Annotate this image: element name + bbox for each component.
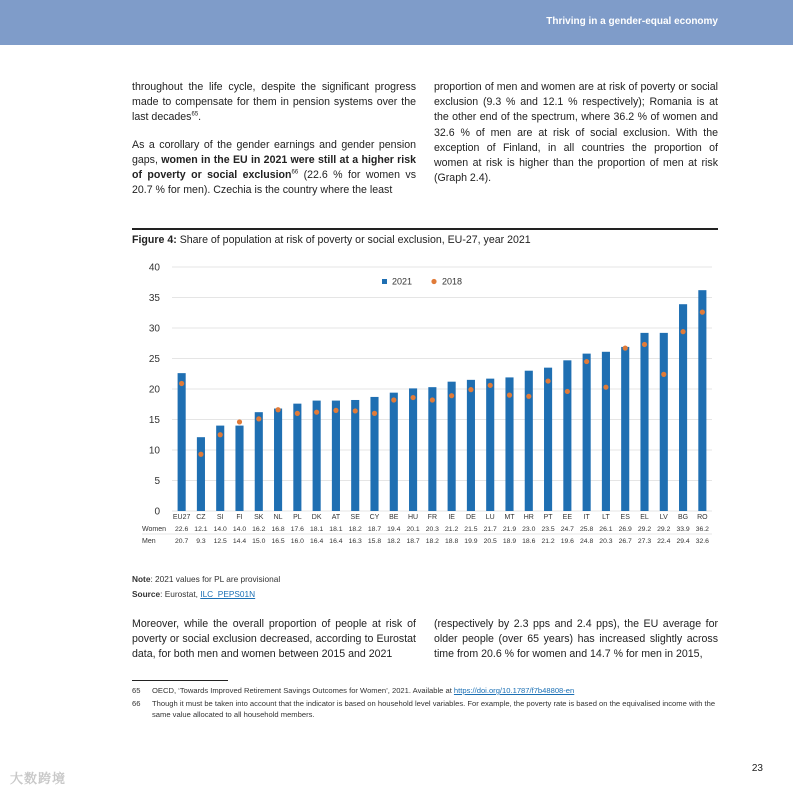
bar-2021-es xyxy=(621,347,629,511)
dot-2018-ro xyxy=(700,310,705,315)
table-cell: 14.0 xyxy=(213,526,227,533)
table-cell: 29.4 xyxy=(676,538,690,545)
table-cell: 26.9 xyxy=(618,526,632,533)
bar-2021-lu xyxy=(486,379,494,511)
x-tick-label: IT xyxy=(583,514,590,521)
paragraph: throughout the life cycle, despite the significant progress made to compensate for them in pension systems over the last decades$^{65}$. xyxy=(132,81,416,124)
table-cell: 26.1 xyxy=(599,526,613,533)
table-row-label: Women xyxy=(142,526,166,533)
paragraph: Moreover, while the overall proportion of people at risk of poverty or social exclusion decreased, according to Eurostat data, for both men and women between 2015 and 2021 xyxy=(132,618,416,661)
dot-2018-es xyxy=(623,346,628,351)
x-tick-label: HU xyxy=(408,514,419,521)
legend-swatch-2018 xyxy=(431,279,436,284)
table-cell: 33.9 xyxy=(676,526,690,533)
page-number: 23 xyxy=(751,763,763,774)
figure-title xyxy=(132,234,531,246)
footnote-rule xyxy=(132,680,228,681)
x-tick-label: DE xyxy=(466,514,476,521)
bar-2021-lv xyxy=(660,333,668,511)
dot-2018-hr xyxy=(526,394,531,399)
dot-2018-lt xyxy=(603,385,608,390)
bar-2021-hr xyxy=(525,371,533,511)
chart-note: Note: 2021 values for PL are provisional xyxy=(132,574,281,584)
bar-2021-be xyxy=(390,393,398,511)
footnote-65: 65 OECD, ‘Towards Improved Retirement Savings Outcomes for Women’, 2021. Available at https://doi.org/10.1787/f7b48808-en xyxy=(132,686,575,695)
bar-2021-pl xyxy=(293,404,301,511)
table-cell: 22.6 xyxy=(175,526,189,533)
x-tick-label: DK xyxy=(311,514,322,521)
dot-2018-at xyxy=(333,408,338,413)
table-cell: 20.5 xyxy=(483,538,497,545)
x-tick-label: EU27 xyxy=(172,514,191,521)
bar-2021-fi xyxy=(235,426,243,511)
table-cell: 18.1 xyxy=(329,526,343,533)
bar-2021-sk xyxy=(255,412,263,511)
y-tick-label: 35 xyxy=(148,293,160,304)
text-column-left xyxy=(132,80,416,210)
table-cell: 21.7 xyxy=(483,526,497,533)
x-tick-label: FR xyxy=(427,514,438,521)
bar-2021-at xyxy=(332,401,340,511)
text-column-right-bottom xyxy=(434,617,718,675)
table-cell: 18.1 xyxy=(310,526,324,533)
dot-2018-it xyxy=(584,359,589,364)
x-tick-label: ES xyxy=(620,514,630,521)
table-cell: 36.2 xyxy=(695,526,709,533)
text-column-right xyxy=(434,80,718,198)
table-cell: 14.4 xyxy=(232,538,247,545)
bar-chart xyxy=(132,255,718,555)
y-tick-label: 40 xyxy=(148,262,160,274)
table-cell: 18.7 xyxy=(406,538,420,545)
dot-2018-cy xyxy=(372,411,377,416)
table-cell: 21.2 xyxy=(445,526,459,533)
bar-2021-se xyxy=(351,400,359,511)
table-cell: 18.7 xyxy=(367,526,382,533)
table-cell: 16.3 xyxy=(348,538,362,545)
table-cell: 19.4 xyxy=(387,526,401,533)
dot-2018-sk xyxy=(256,416,261,421)
dot-2018-lu xyxy=(488,383,493,388)
x-tick-label: BE xyxy=(389,514,399,521)
bar-2021-it xyxy=(583,354,591,511)
bar-2021-dk xyxy=(313,401,321,511)
table-cell: 16.2 xyxy=(252,526,266,533)
table-cell: 21.9 xyxy=(502,526,517,533)
figure-rule xyxy=(132,228,718,230)
bar-2021-cz xyxy=(197,437,205,511)
table-cell: 21.2 xyxy=(541,538,555,545)
bar-2021-lt xyxy=(602,352,610,511)
table-cell: 20.7 xyxy=(175,538,189,545)
x-tick-label: SE xyxy=(350,514,360,521)
dot-2018-ie xyxy=(449,393,454,398)
table-cell: 20.3 xyxy=(599,538,613,545)
y-tick-label: 10 xyxy=(148,445,160,457)
table-cell: 18.2 xyxy=(387,538,401,545)
figure-label: Figure 4: xyxy=(132,234,177,246)
y-tick-label: 0 xyxy=(154,506,160,518)
table-cell: 18.8 xyxy=(445,538,459,545)
y-tick-label: 20 xyxy=(148,384,160,396)
table-cell: 18.9 xyxy=(502,538,517,545)
table-cell: 12.1 xyxy=(194,526,208,533)
x-tick-label: EE xyxy=(562,514,573,521)
table-cell: 18.2 xyxy=(348,526,362,533)
legend-swatch-2021 xyxy=(382,279,387,284)
table-cell: 19.9 xyxy=(464,538,478,545)
x-tick-label: CZ xyxy=(196,514,206,521)
x-tick-label: LV xyxy=(659,514,668,521)
x-tick-label: RO xyxy=(697,514,708,521)
dot-2018-nl xyxy=(275,407,280,412)
bar-2021-de xyxy=(467,380,475,511)
dot-2018-mt xyxy=(507,393,512,398)
legend-label: 2021 xyxy=(392,276,413,287)
table-cell: 9.3 xyxy=(196,538,206,545)
x-tick-label: BG xyxy=(678,514,689,521)
y-tick-label: 30 xyxy=(148,323,160,335)
dot-2018-fr xyxy=(430,397,435,402)
dot-2018-eu27 xyxy=(179,381,184,386)
dot-2018-cz xyxy=(198,452,203,457)
x-tick-label: HR xyxy=(523,514,534,521)
x-tick-label: PL xyxy=(293,514,302,521)
dot-2018-pl xyxy=(295,411,300,416)
header-title: Thriving in a gender-equal economy xyxy=(546,16,718,27)
dot-2018-dk xyxy=(314,410,319,415)
bar-2021-ro xyxy=(698,290,706,511)
table-cell: 18.2 xyxy=(425,538,439,545)
table-cell: 22.4 xyxy=(657,538,671,545)
table-cell: 23.5 xyxy=(541,526,555,533)
x-tick-label: FI xyxy=(236,514,243,521)
table-cell: 15.0 xyxy=(252,538,266,545)
x-tick-label: MT xyxy=(504,514,515,521)
bar-2021-si xyxy=(216,426,224,511)
dot-2018-de xyxy=(468,387,473,392)
bold-statement: women in the EU in 2021 were still at a higher risk of poverty or social exclusion xyxy=(132,153,417,182)
table-cell: 16.0 xyxy=(290,538,304,545)
table-cell: 16.8 xyxy=(271,526,285,533)
table-cell: 17.6 xyxy=(290,526,304,533)
table-cell: 20.1 xyxy=(406,526,420,533)
legend-label: 2018 xyxy=(442,276,463,287)
bar-2021-hu xyxy=(409,388,417,511)
bar-2021-ie xyxy=(448,382,456,511)
table-row-label: Men xyxy=(142,538,156,545)
x-tick-label: AT xyxy=(331,514,341,521)
x-tick-label: SK xyxy=(254,514,264,521)
x-tick-label: SI xyxy=(216,514,224,521)
table-cell: 29.2 xyxy=(657,526,671,533)
x-tick-label: PT xyxy=(543,514,553,521)
bar-2021-ee xyxy=(563,360,571,511)
table-cell: 29.2 xyxy=(637,526,652,533)
dot-2018-el xyxy=(642,342,647,347)
x-tick-label: IE xyxy=(448,514,455,521)
dot-2018-pt xyxy=(545,378,550,383)
table-cell: 24.7 xyxy=(560,526,574,533)
table-cell: 15.8 xyxy=(367,538,382,545)
bar-2021-eu27 xyxy=(178,373,186,511)
footnote-66: 66 Though it must be taken into account that the indicator is based on household level variables. For example, the poverty rate is based on the equivalised income with the same value allocated to all household members. xyxy=(132,699,716,719)
y-tick-label: 15 xyxy=(148,415,160,426)
text-column-left-bottom xyxy=(132,617,416,675)
table-cell: 32.6 xyxy=(695,538,709,545)
footnote-link[interactable]: https://doi.org/10.1787/f7b48808-en xyxy=(453,686,575,695)
dot-2018-fi xyxy=(237,419,242,424)
table-cell: 27.3 xyxy=(637,538,652,545)
paragraph: proportion of men and women are at risk of poverty or social exclusion (9.3 % and 12.1 % respectively); Romania is at the other end of the spectrum, where 36.2 % of women and 32.6 % of men are at risk of social exclusion. With the exception of Finland, in all countries the proportion of women at risk is higher than the proportion of men at risk (Graph 2.4). xyxy=(434,81,718,185)
chart-source: Source: Eurostat, ILC_PEPS01N xyxy=(132,589,256,599)
bar-2021-pt xyxy=(544,368,552,511)
dot-2018-hu xyxy=(410,395,415,400)
table-cell: 21.5 xyxy=(464,526,478,533)
table-cell: 12.5 xyxy=(213,538,227,545)
footnote-ref[interactable]: 65 xyxy=(191,111,199,118)
x-tick-label: NL xyxy=(273,514,283,521)
bar-2021-nl xyxy=(274,409,282,511)
paragraph: As a corollary of the gender earnings and gender pension gaps, women in the EU in 2021 were still at a higher risk of poverty or social exclusion$^{66}$ (22.6 % for women vs 20.7 % for men). Czechia is the country where the least xyxy=(132,138,417,197)
watermark: 大数跨境 xyxy=(10,771,67,786)
dot-2018-bg xyxy=(680,329,685,334)
x-tick-label: LT xyxy=(602,514,610,521)
table-cell: 26.7 xyxy=(618,538,632,545)
dot-2018-ee xyxy=(565,389,570,394)
table-cell: 16.5 xyxy=(271,538,285,545)
table-cell: 20.3 xyxy=(425,526,439,533)
x-tick-label: EL xyxy=(640,514,649,521)
table-cell: 18.6 xyxy=(522,538,536,545)
page-header xyxy=(0,0,793,45)
y-tick-label: 5 xyxy=(154,476,160,487)
dot-2018-se xyxy=(353,408,358,413)
paragraph: (respectively by 2.3 pps and 2.4 pps), the EU average for older people (over 65 years) has increased slightly across time from 20.6 % for women and 14.7 % for men in 2015, xyxy=(434,618,718,661)
dot-2018-lv xyxy=(661,372,666,377)
table-cell: 25.8 xyxy=(580,526,594,533)
table-cell: 19.6 xyxy=(560,538,574,545)
x-tick-label: CY xyxy=(369,514,380,521)
table-cell: 14.0 xyxy=(232,526,247,533)
y-tick-label: 25 xyxy=(148,354,160,365)
footnote-ref[interactable]: 66 xyxy=(291,169,299,176)
bar-2021-el xyxy=(640,333,648,511)
x-tick-label: LU xyxy=(485,514,495,521)
bar-2021-fr xyxy=(428,387,436,511)
source-link[interactable]: ILC_PEPS01N xyxy=(200,589,256,599)
dot-2018-be xyxy=(391,397,396,402)
bar-2021-bg xyxy=(679,304,687,511)
table-cell: 16.4 xyxy=(310,538,324,545)
table-cell: 23.0 xyxy=(522,526,536,533)
table-cell: 16.4 xyxy=(329,538,343,545)
dot-2018-si xyxy=(218,432,223,437)
table-cell: 24.8 xyxy=(580,538,594,545)
figure-caption: Share of population at risk of poverty or social exclusion, EU-27, year 2021 xyxy=(179,234,531,246)
